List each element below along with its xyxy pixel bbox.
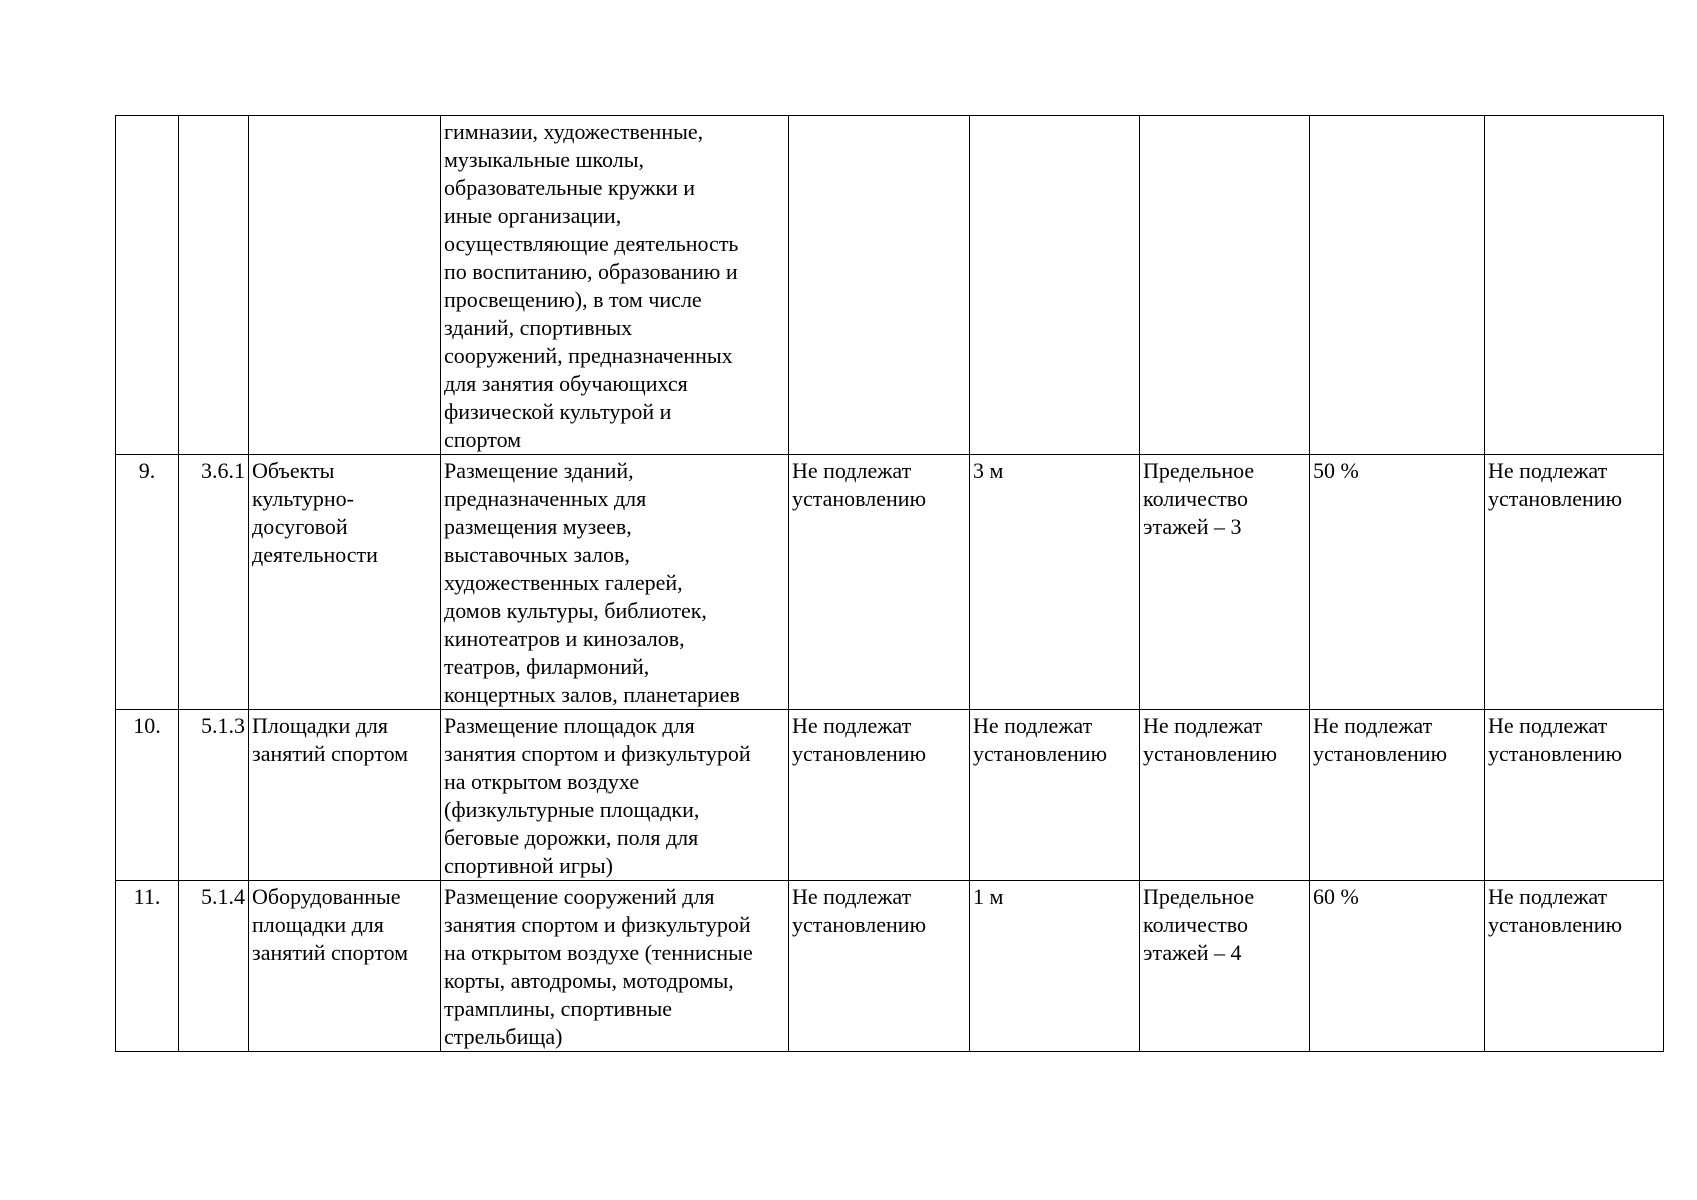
use-name-cell: Оборудованные площадки для занятий спортом [249, 881, 441, 1052]
parameter-cell: Не подлежат установлению [1485, 455, 1664, 710]
parameter-cell [1485, 116, 1664, 455]
code-cell: 5.1.3 [179, 710, 249, 881]
parameter-cell [789, 116, 970, 455]
table-row [116, 881, 1664, 1052]
parameter-cell: Не подлежат установлению [970, 710, 1140, 881]
row-number-cell: 10. [116, 710, 179, 881]
description-cell: Размещение сооружений для занятия спортом и физкультурой на открытом воздухе (теннисные корты, автодромы, мотодромы, трамплины, спортивные стрельбища) [441, 881, 789, 1052]
parameter-cell: Не подлежат установлению [789, 881, 970, 1052]
use-name-cell: Объекты культурно- досуговой деятельности [249, 455, 441, 710]
description-cell: Размещение зданий, предназначенных для размещения музеев, выставочных залов, художественных галерей, домов культуры, библиотек, кинотеатров и кинозалов, театров, филармоний, концертных залов, планетариев [441, 455, 789, 710]
parameter-cell: 60 % [1310, 881, 1485, 1052]
row-number-cell [116, 116, 179, 455]
parameter-cell: Не подлежат установлению [789, 455, 970, 710]
parameter-cell: Предельное количество этажей – 4 [1140, 881, 1310, 1052]
parameter-cell: Не подлежат установлению [1485, 881, 1664, 1052]
parameter-cell: Не подлежат установлению [789, 710, 970, 881]
table-row [116, 455, 1664, 710]
description-cell: Размещение площадок для занятия спортом и физкультурой на открытом воздухе (физкультурные площадки, беговые дорожки, поля для спортивной игры) [441, 710, 789, 881]
regulations-table [115, 115, 1664, 1052]
parameter-cell: Предельное количество этажей – 3 [1140, 455, 1310, 710]
table-row [116, 116, 1664, 455]
parameter-cell: 3 м [970, 455, 1140, 710]
parameter-cell: Не подлежат установлению [1140, 710, 1310, 881]
code-cell: 5.1.4 [179, 881, 249, 1052]
parameter-cell: 1 м [970, 881, 1140, 1052]
parameter-cell: Не подлежат установлению [1310, 710, 1485, 881]
parameter-cell: Не подлежат установлению [1485, 710, 1664, 881]
parameter-cell: 50 % [1310, 455, 1485, 710]
parameter-cell [1140, 116, 1310, 455]
code-cell [179, 116, 249, 455]
use-name-cell [249, 116, 441, 455]
row-number-cell: 9. [116, 455, 179, 710]
use-name-cell: Площадки для занятий спортом [249, 710, 441, 881]
code-cell: 3.6.1 [179, 455, 249, 710]
description-cell: гимназии, художественные, музыкальные школы, образовательные кружки и иные организации, осуществляющие деятельность по воспитанию, образованию и просвещению), в том числе зданий, спортивных сооружений, предназначенных для занятия обучающихся физической культурой и спортом [441, 116, 789, 455]
parameter-cell [970, 116, 1140, 455]
parameter-cell [1310, 116, 1485, 455]
row-number-cell: 11. [116, 881, 179, 1052]
table-row [116, 710, 1664, 881]
